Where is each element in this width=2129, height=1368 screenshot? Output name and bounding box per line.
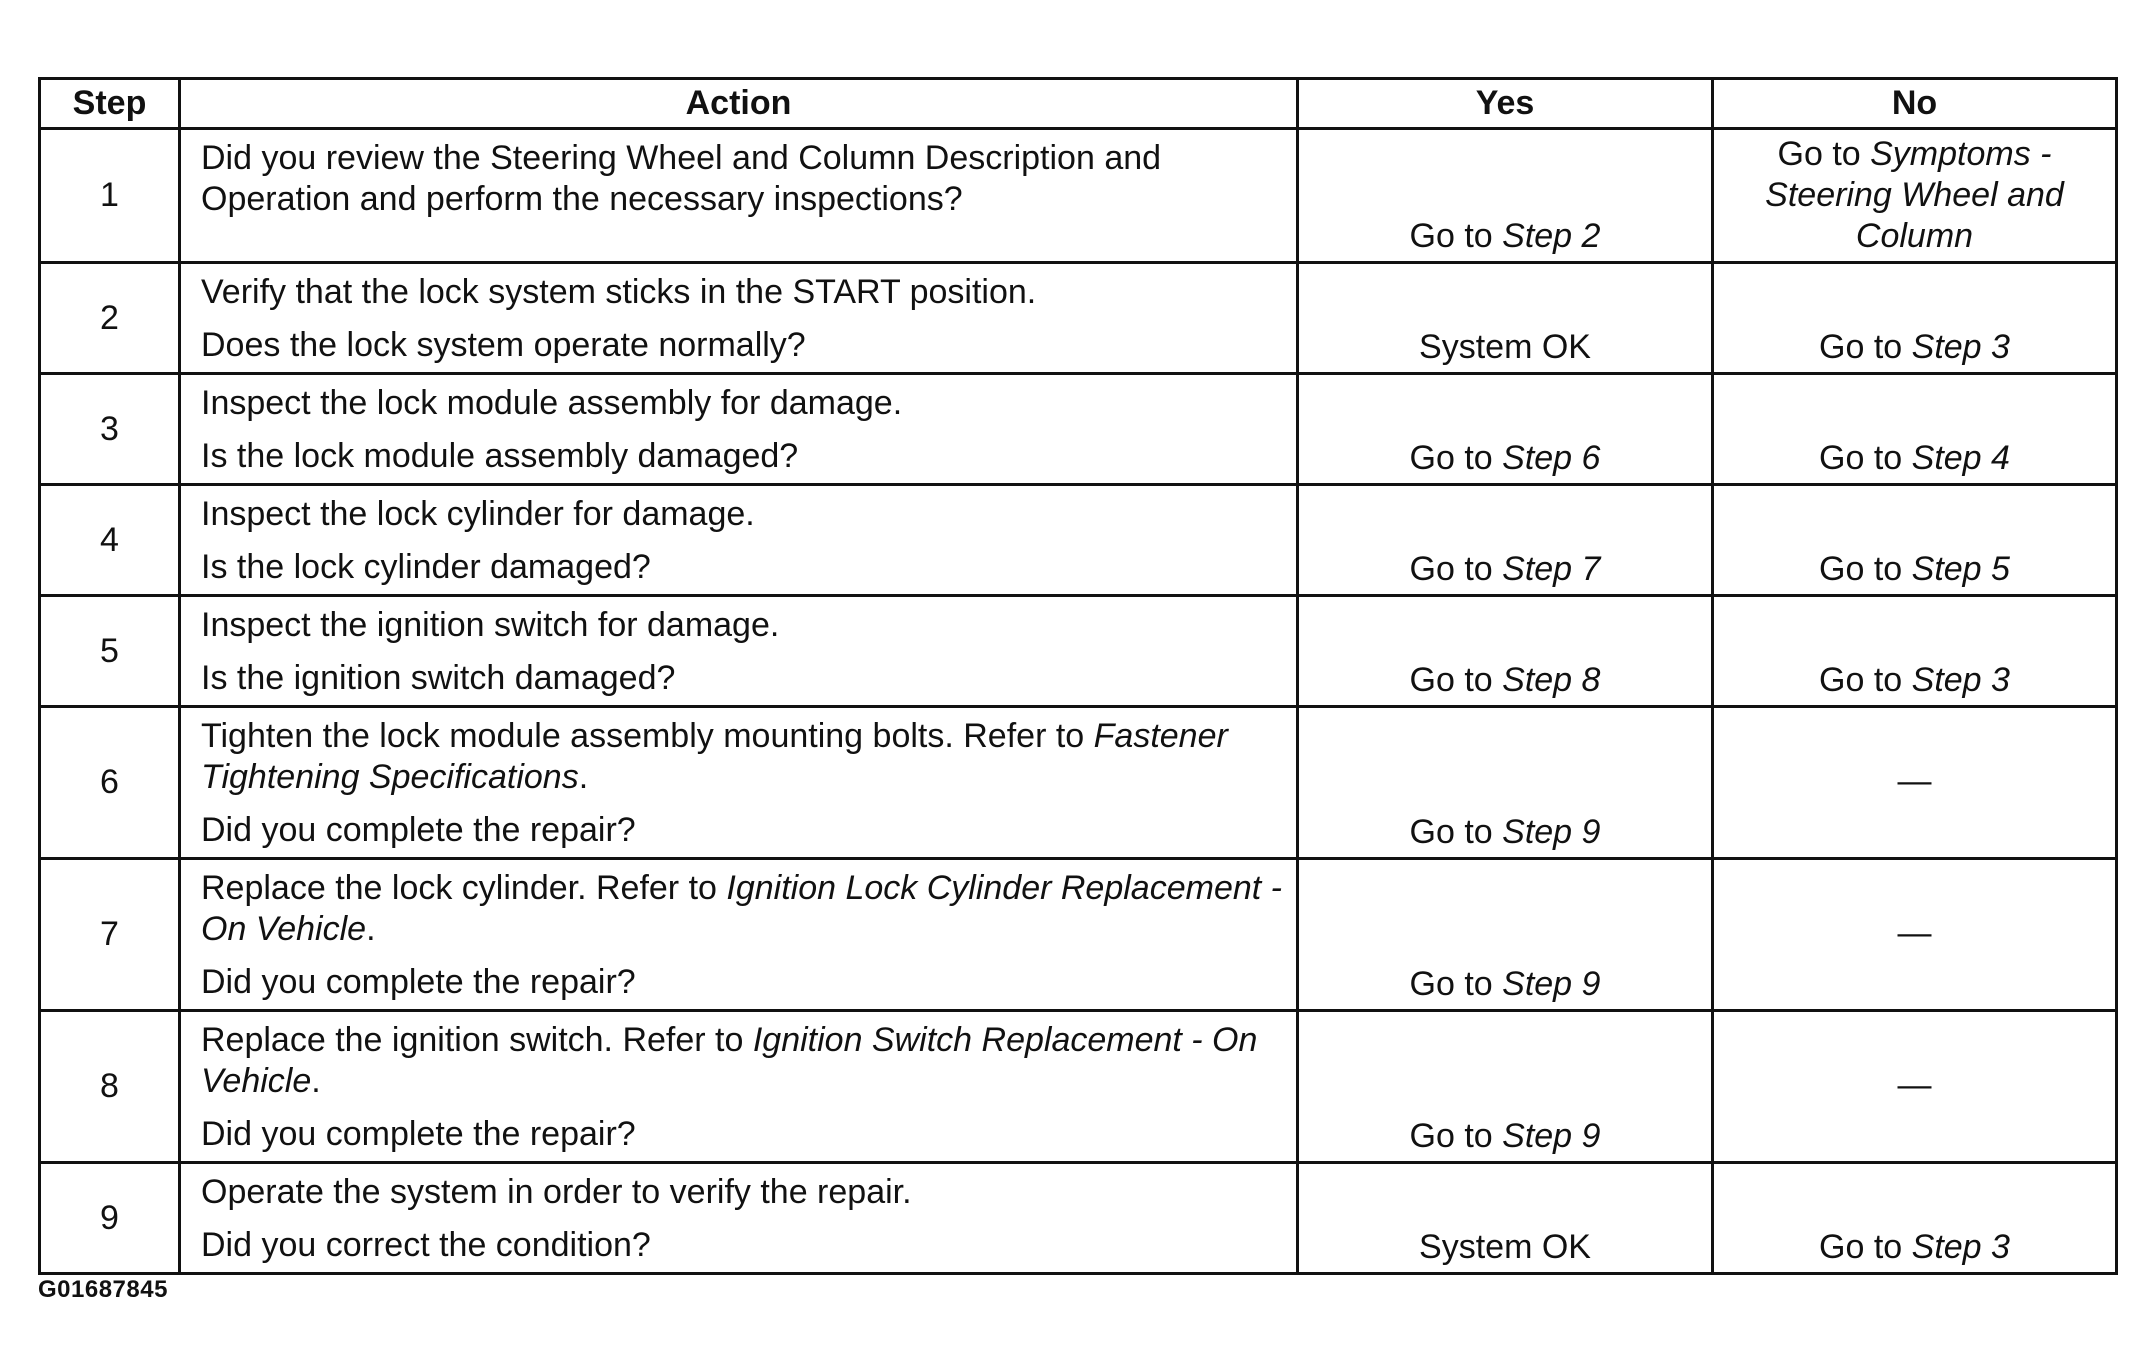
action-cell — [180, 707, 1298, 859]
action-cell — [180, 129, 1298, 263]
step-number: 4 — [40, 485, 180, 596]
table-row — [40, 263, 2117, 374]
step-number: 9 — [40, 1163, 180, 1274]
no-step-link[interactable]: Step 4 — [1911, 439, 2010, 477]
instruction-text: Tighten the lock module assembly mounting bolts. Refer to — [201, 717, 1094, 755]
instruction-text: . — [366, 910, 376, 948]
action-cell — [180, 596, 1298, 707]
yes-step-link[interactable]: Step 7 — [1502, 550, 1601, 588]
table-row — [40, 1011, 2117, 1163]
yes-step-link[interactable]: Step 9 — [1502, 965, 1601, 1003]
instruction-text: Operate the system in order to verify the repair. — [201, 1173, 912, 1211]
action-instruction — [201, 1172, 1282, 1213]
yes-result — [1298, 1011, 1713, 1163]
yes-result — [1298, 859, 1713, 1011]
yes-prefix: Go to — [1409, 1117, 1503, 1155]
reference-link[interactable]: Fastener Tightening Specifications — [201, 717, 1228, 796]
yes-step-link[interactable]: Step 6 — [1502, 439, 1601, 477]
no-prefix: Go to — [1819, 550, 1912, 588]
table-header-row — [40, 79, 2117, 129]
no-prefix: Go to — [1819, 328, 1912, 366]
step-number: 6 — [40, 707, 180, 859]
action-instruction — [201, 716, 1282, 798]
table-row — [40, 707, 2117, 859]
yes-result — [1298, 1163, 1713, 1274]
no-prefix: — — [1897, 914, 1932, 952]
yes-result — [1298, 707, 1713, 859]
instruction-text: . — [578, 758, 589, 796]
instruction-text: Verify that the lock system sticks in the START position. — [201, 273, 1037, 311]
action-question: Does the lock system operate normally? — [201, 326, 806, 364]
table-row — [40, 129, 2117, 263]
no-prefix: — — [1897, 762, 1932, 800]
action-instruction — [201, 868, 1282, 950]
step-number: 2 — [40, 263, 180, 374]
action-question: Is the ignition switch damaged? — [201, 659, 676, 697]
table-row — [40, 374, 2117, 485]
yes-result — [1298, 374, 1713, 485]
no-prefix: Go to — [1819, 661, 1912, 699]
yes-prefix: System OK — [1419, 328, 1591, 366]
no-result — [1713, 485, 2117, 596]
no-prefix: Go to — [1777, 135, 1871, 173]
action-instruction — [201, 383, 1282, 424]
instruction-text: Did you review the Steering Wheel and Column Description and Operation and perform the necessary inspections? — [201, 139, 1162, 218]
yes-step-link[interactable]: Step 2 — [1502, 217, 1601, 255]
instruction-text: Replace the ignition switch. Refer to — [201, 1021, 753, 1059]
instruction-text: . — [311, 1062, 321, 1100]
step-number: 1 — [40, 129, 180, 263]
yes-result — [1298, 129, 1713, 263]
instruction-text: Replace the lock cylinder. Refer to — [201, 869, 727, 907]
step-number: 8 — [40, 1011, 180, 1163]
no-step-link[interactable]: Step 3 — [1911, 328, 2010, 366]
step-number: 3 — [40, 374, 180, 485]
action-cell — [180, 1163, 1298, 1274]
no-step-link[interactable]: Symptoms - Steering Wheel and Column — [1765, 135, 2064, 255]
reference-link[interactable]: Ignition Lock Cylinder Replacement - On Vehicle — [201, 869, 1282, 948]
yes-prefix: Go to — [1409, 965, 1503, 1003]
no-result — [1713, 1011, 2117, 1163]
action-question: Did you complete the repair? — [201, 1115, 636, 1153]
table-body — [40, 129, 2117, 1274]
header-action: Action — [180, 79, 1298, 129]
no-prefix: Go to — [1819, 439, 1912, 477]
yes-step-link[interactable]: Step 9 — [1502, 1117, 1601, 1155]
header-step: Step — [40, 79, 180, 129]
table-row — [40, 485, 2117, 596]
yes-step-link[interactable]: Step 8 — [1502, 661, 1601, 699]
no-step-link[interactable]: Step 3 — [1911, 661, 2010, 699]
no-prefix: — — [1897, 1066, 1932, 1104]
yes-prefix: Go to — [1409, 217, 1503, 255]
step-number: 7 — [40, 859, 180, 1011]
yes-result — [1298, 263, 1713, 374]
table-row — [40, 596, 2117, 707]
no-result — [1713, 596, 2117, 707]
header-yes: Yes — [1298, 79, 1713, 129]
action-instruction — [201, 138, 1282, 220]
action-instruction — [201, 605, 1282, 646]
no-result — [1713, 129, 2117, 263]
action-cell — [180, 859, 1298, 1011]
instruction-text: Inspect the lock cylinder for damage. — [201, 495, 755, 533]
action-cell — [180, 374, 1298, 485]
no-result — [1713, 859, 2117, 1011]
instruction-text: Inspect the lock module assembly for damage. — [201, 384, 903, 422]
no-prefix: Go to — [1819, 1228, 1912, 1266]
no-result — [1713, 263, 2117, 374]
step-number: 5 — [40, 596, 180, 707]
yes-result — [1298, 596, 1713, 707]
no-step-link[interactable]: Step 3 — [1911, 1228, 2010, 1266]
action-cell — [180, 1011, 1298, 1163]
yes-prefix: Go to — [1409, 661, 1503, 699]
action-cell — [180, 263, 1298, 374]
action-question: Is the lock cylinder damaged? — [201, 548, 651, 586]
yes-prefix: Go to — [1409, 550, 1503, 588]
action-question: Did you correct the condition? — [201, 1226, 651, 1264]
action-question: Is the lock module assembly damaged? — [201, 437, 799, 475]
header-no: No — [1713, 79, 2117, 129]
figure-id: G01687845 — [38, 1276, 168, 1303]
no-step-link[interactable]: Step 5 — [1911, 550, 2010, 588]
yes-result — [1298, 485, 1713, 596]
action-instruction — [201, 494, 1282, 535]
no-result — [1713, 374, 2117, 485]
yes-prefix: System OK — [1419, 1228, 1591, 1266]
yes-prefix: Go to — [1409, 439, 1503, 477]
action-question: Did you complete the repair? — [201, 963, 636, 1001]
instruction-text: Inspect the ignition switch for damage. — [201, 606, 780, 644]
yes-step-link[interactable]: Step 9 — [1502, 813, 1601, 851]
action-cell — [180, 485, 1298, 596]
action-instruction — [201, 1020, 1282, 1102]
no-result — [1713, 707, 2117, 859]
no-result — [1713, 1163, 2117, 1274]
reference-link[interactable]: Ignition Switch Replacement - On Vehicle — [201, 1021, 1258, 1100]
action-question: Did you complete the repair? — [201, 811, 636, 849]
yes-prefix: Go to — [1409, 813, 1503, 851]
diagnostic-table — [38, 77, 2118, 1275]
table-row — [40, 859, 2117, 1011]
action-instruction — [201, 272, 1282, 313]
table-row — [40, 1163, 2117, 1274]
